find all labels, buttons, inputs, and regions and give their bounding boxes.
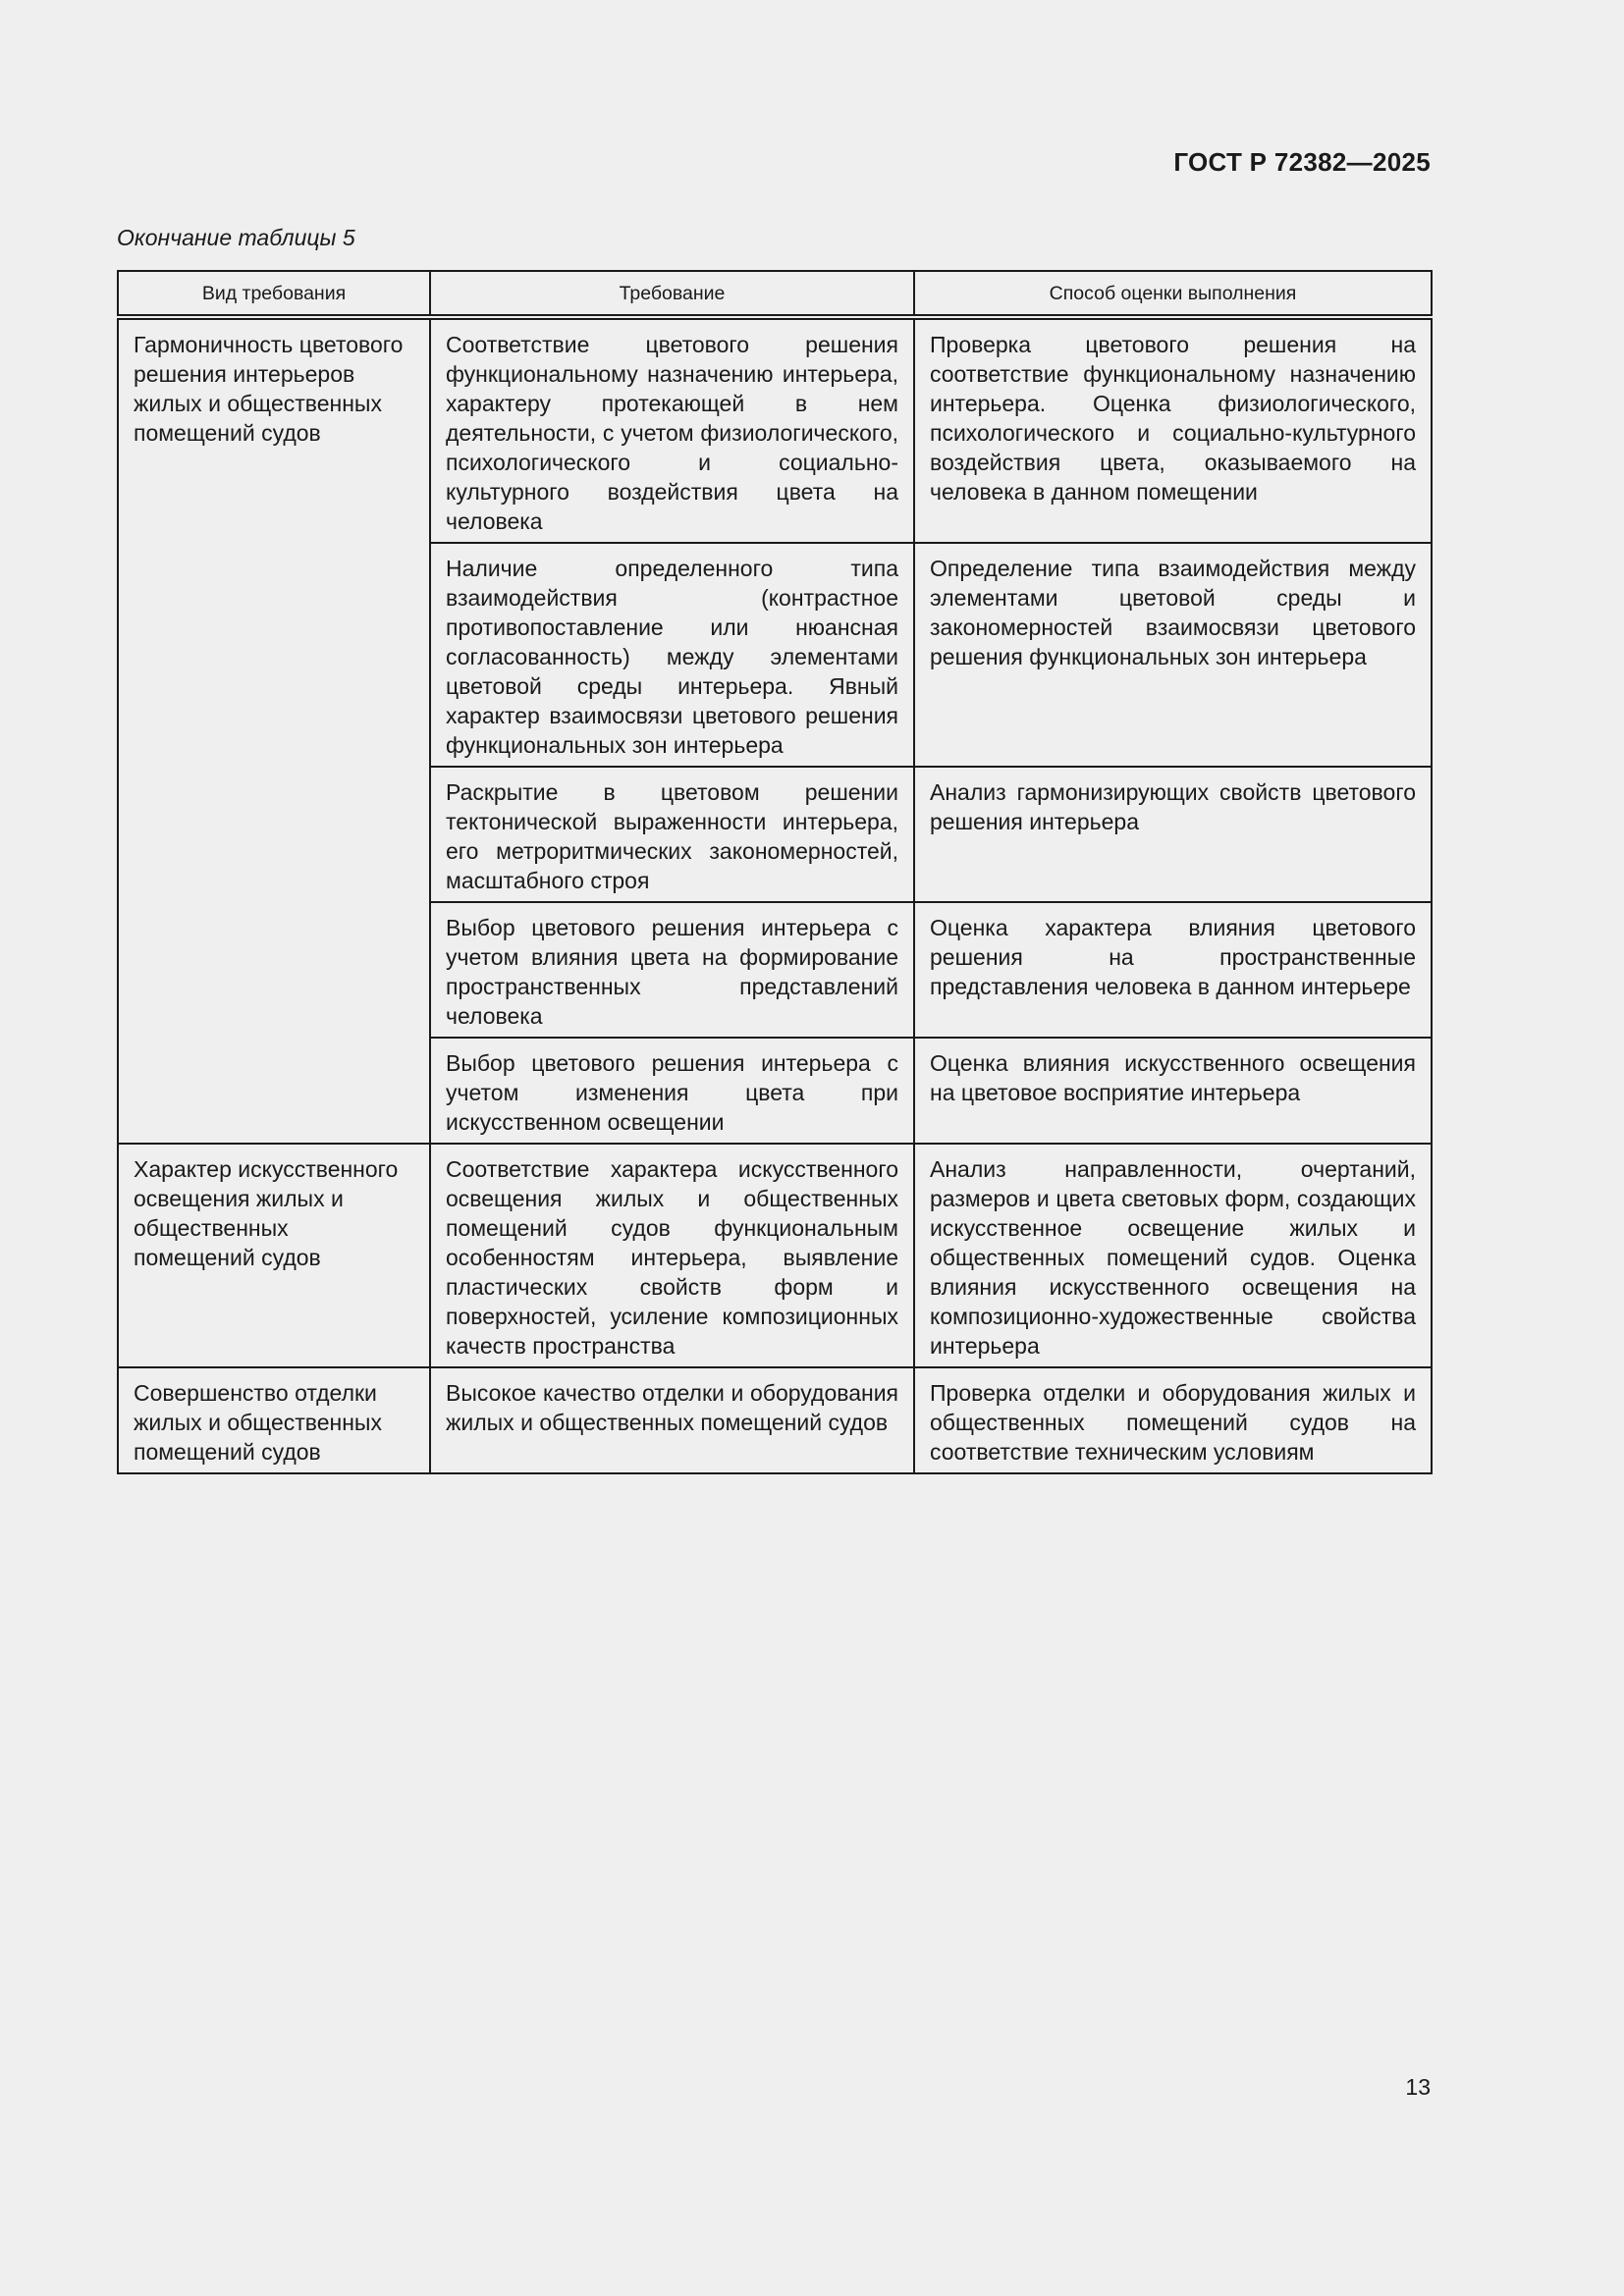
page-number: 13 (1405, 2074, 1431, 2100)
requirement-cell: Соответствие цветового решения функциональному назначению интерьера, характеру протекающей в нем деятельности, с учетом физиологического, психологического и социально-культурного воздействия цвета на человека (430, 317, 914, 543)
requirements-table (117, 270, 1433, 1474)
column-header-type: Вид требования (118, 271, 430, 317)
table-row (118, 1144, 1432, 1367)
assessment-cell: Анализ направленности, очертаний, размеров и цвета световых форм, создающих искусственное освещение жилых и общественных помещений судов. Оценка влияния искусственного освещения на композиционно-художественные свойства интерьера (914, 1144, 1432, 1367)
assessment-cell: Проверка отделки и оборудования жилых и общественных помещений судов на соответствие техническим условиям (914, 1367, 1432, 1473)
table-row (118, 1367, 1432, 1473)
table-caption: Окончание таблицы 5 (117, 225, 355, 250)
requirement-type-cell: Гармоничность цветового решения интерьеров жилых и общественных помещений судов (118, 317, 430, 1144)
assessment-cell: Оценка характера влияния цветового решения на пространственные представления человека в данном интерьере (914, 902, 1432, 1038)
requirement-cell: Соответствие характера искусственного освещения жилых и общественных помещений судов функциональным особенностям интерьера, выявление пластических свойств форм и поверхностей, усиление композиционных качеств пространства (430, 1144, 914, 1367)
requirement-cell: Раскрытие в цветовом решении тектонической выраженности интерьера, его метроритмических закономерностей, масштабного строя (430, 767, 914, 902)
requirement-type-cell: Совершенство отделки жилых и общественных помещений судов (118, 1367, 430, 1473)
requirement-cell: Высокое качество отделки и оборудования жилых и общественных помещений судов (430, 1367, 914, 1473)
requirement-cell: Выбор цветового решения интерьера с учетом влияния цвета на формирование пространственных представлений человека (430, 902, 914, 1038)
assessment-cell: Определение типа взаимодействия между элементами цветовой среды и закономерностей взаимосвязи цветового решения функциональных зон интерьера (914, 543, 1432, 767)
assessment-cell: Оценка влияния искусственного освещения на цветовое восприятие интерьера (914, 1038, 1432, 1144)
requirement-cell: Выбор цветового решения интерьера с учетом изменения цвета при искусственном освещении (430, 1038, 914, 1144)
requirement-type-cell: Характер искусственного освещения жилых и общественных помещений судов (118, 1144, 430, 1367)
table-row (118, 317, 1432, 543)
column-header-requirement: Требование (430, 271, 914, 317)
requirement-cell: Наличие определенного типа взаимодействия (контрастное противопоставление или нюансная согласованность) между элементами цветовой среды интерьера. Явный характер взаимосвязи цветового решения функциональных зон интерьера (430, 543, 914, 767)
document-code: ГОСТ Р 72382—2025 (1173, 147, 1431, 177)
assessment-cell: Анализ гармонизирующих свойств цветового решения интерьера (914, 767, 1432, 902)
table-header-row (118, 271, 1432, 317)
column-header-assessment: Способ оценки выполнения (914, 271, 1432, 317)
assessment-cell: Проверка цветового решения на соответствие функциональному назначению интерьера. Оценка физиологического, психологического и социально-культурного воздействия цвета, оказываемого на человека в данном помещении (914, 317, 1432, 543)
